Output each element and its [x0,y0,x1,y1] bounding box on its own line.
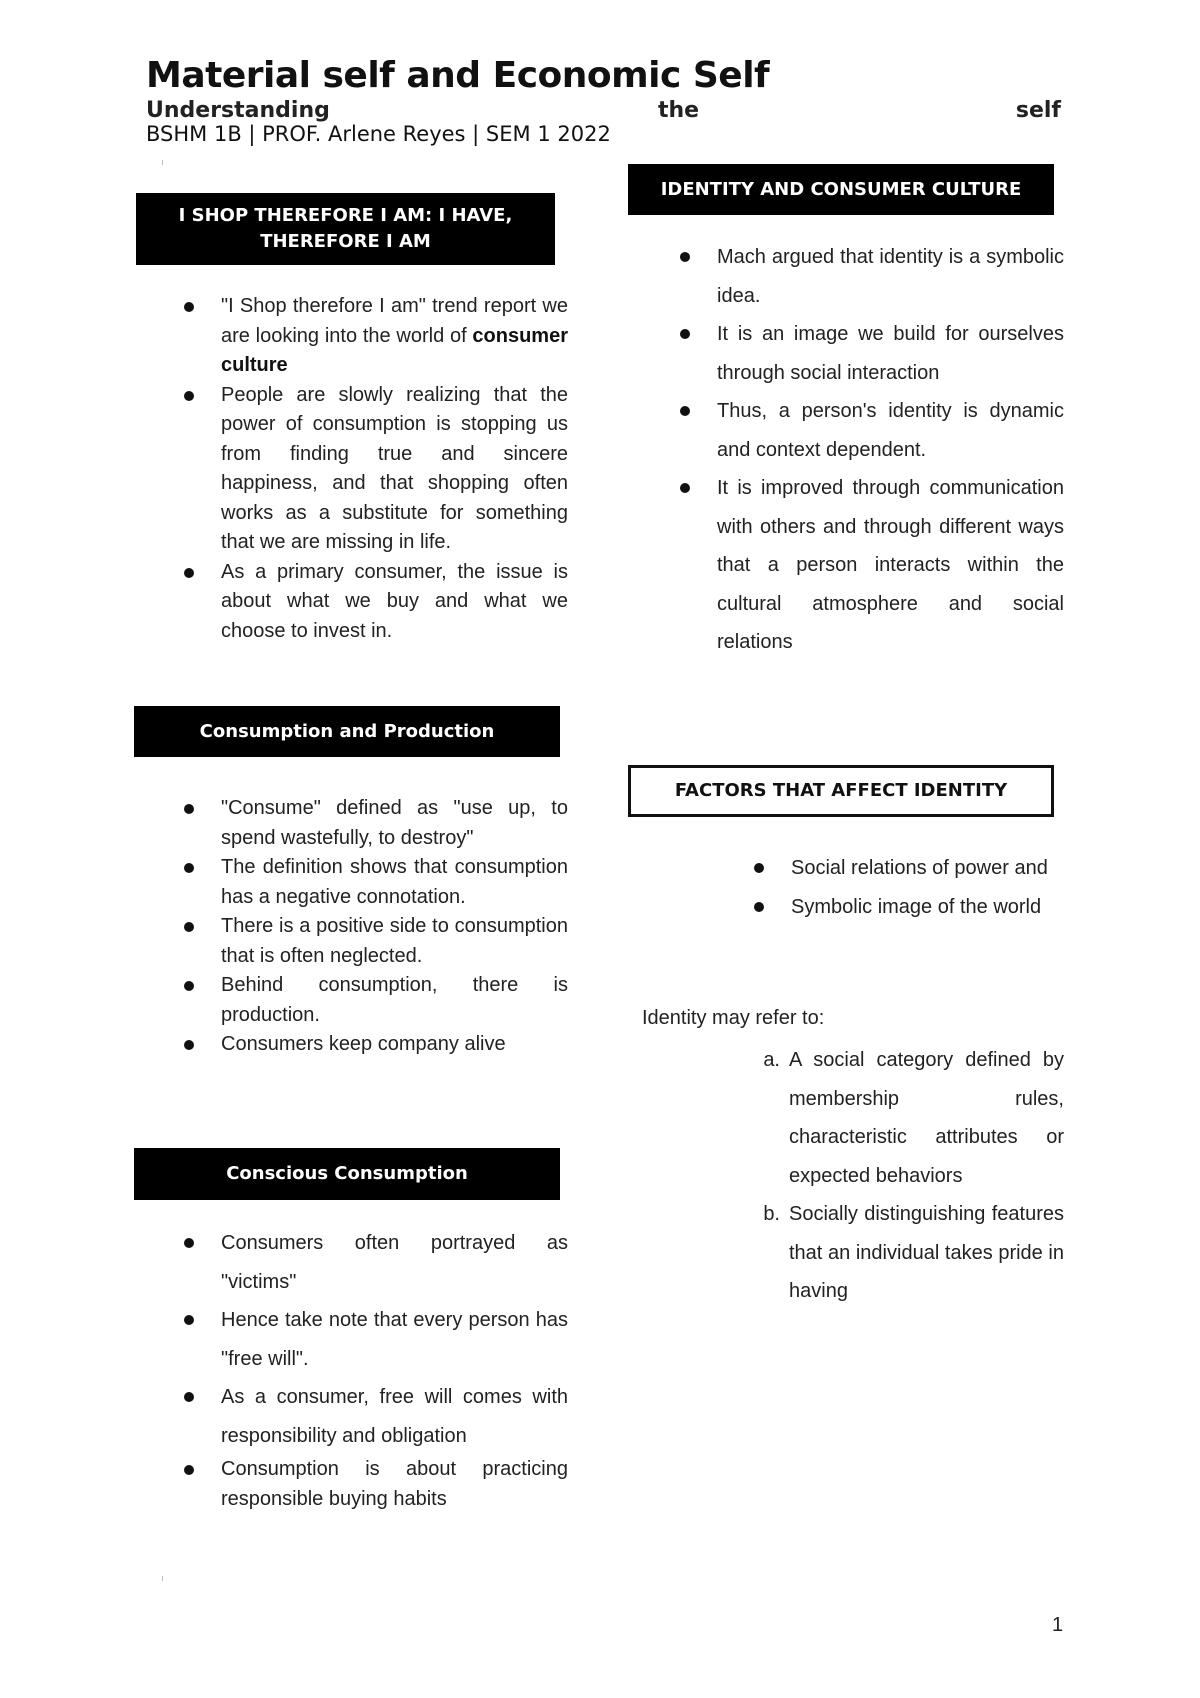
bullet-icon [754,902,764,912]
list-item [754,888,1064,927]
bullet-icon [680,252,690,262]
list-item [680,315,1064,392]
bullet-icon [184,863,194,873]
list-item-text: Social relations of power and [791,857,1048,879]
subtitle-word: Understanding [146,98,330,123]
bullet-icon [184,391,194,401]
bullet-icon [184,568,194,578]
list-item-text: Socially distinguishing features that an individual takes pride in having [789,1203,1064,1302]
section-header-factors-identity: FACTORS THAT AFFECT IDENTITY [628,765,1054,817]
list-item [680,469,1064,662]
identity-intro: Identity may refer to: [642,1007,825,1029]
list-item [184,1224,568,1301]
lettered-list-identity [752,1041,1064,1311]
list-item-text: Consumers keep company alive [221,1033,506,1055]
list-item [184,1455,568,1514]
list-item [184,1301,568,1378]
list-marker: a. [763,1049,780,1071]
bullet-icon [184,1465,194,1475]
list-item-text: There is a positive side to consumption that is often neglected. [221,915,568,967]
margin-mark [162,160,163,165]
list-item-text: The definition shows that consumption has a negative connotation. [221,856,568,908]
bullet-icon [184,1040,194,1050]
section-header-line: I SHOP THEREFORE I AM: I HAVE, [178,205,513,226]
list-item-text: "I Shop therefore I am" trend report we are looking into the world of [221,295,568,347]
bullet-icon [754,863,764,873]
list-item [184,558,568,647]
section-header-identity-consumer-culture: IDENTITY AND CONSUMER CULTURE [628,164,1054,215]
list-item-text: Hence take note that every person has "free will". [221,1309,568,1370]
list-item-text: Mach argued that identity is a symbolic idea. [717,246,1064,307]
page-number: 1 [1052,1614,1064,1636]
list-item-text: It is improved through communication with others and through different ways that a person interacts within the cultural atmosphere and social relations [717,477,1064,653]
list-item-text: Behind consumption, there is production. [221,974,568,1026]
list-item [184,381,568,558]
list-item-text: People are slowly realizing that the power of consumption is stopping us from finding true and sincere happiness, and that shopping often works as a substitute for something that we are missing in life. [221,383,568,553]
list-marker: b. [763,1203,780,1225]
list-item-text: Symbolic image of the world [791,895,1042,918]
list-item [184,1030,568,1060]
section-header-conscious-consumption: Conscious Consumption [134,1148,560,1200]
bullet-icon [184,804,194,814]
list-item-text: "Consume" defined as "use up, to spend wastefully, to destroy" [221,797,568,849]
section-header-consumption-production: Consumption and Production [134,706,560,757]
list-item [754,849,1064,888]
bullet-list-i-shop [184,292,568,646]
bullet-icon [184,1315,194,1325]
list-item [680,392,1064,469]
bullet-icon [184,1392,194,1402]
bullet-list-consumption-production [184,794,568,1060]
list-item-text: As a primary consumer, the issue is about what we buy and what we choose to invest in. [221,560,568,642]
bullet-list-factors [754,849,1064,926]
bullet-icon [184,1238,194,1248]
list-item [752,1041,1064,1195]
list-item-text: As a consumer, free will comes with responsibility and obligation [221,1386,568,1447]
list-item [184,912,568,971]
subtitle-word: self [1015,98,1061,123]
list-item [680,238,1064,315]
list-item [184,794,568,853]
list-item-text: Consumption is about practicing responsible buying habits [221,1458,568,1510]
course-info: BSHM 1B | PROF. Arlene Reyes | SEM 1 2022 [146,122,611,146]
list-item [184,971,568,1030]
list-item-bold-text: consumer culture [221,324,568,376]
bullet-icon [680,406,690,416]
bullet-list-conscious-consumption [184,1224,568,1514]
list-item [752,1195,1064,1311]
list-item [184,292,568,381]
list-item-text: Consumers often portrayed as "victims" [221,1232,568,1293]
list-item-text: Thus, a person's identity is dynamic and context dependent. [717,400,1064,461]
margin-mark [162,1576,163,1581]
section-header-i-shop [136,193,555,265]
list-item [184,853,568,912]
list-item [184,1378,568,1455]
bullet-icon [184,922,194,932]
bullet-icon [680,329,690,339]
bullet-icon [184,302,194,312]
section-header-line: THEREFORE I AM [260,231,431,252]
bullet-list-identity [680,238,1064,662]
list-item-text: A social category defined by membership rules, characteristic attributes or expected behaviors [789,1049,1064,1187]
subtitle-word: the [658,98,700,123]
bullet-icon [680,483,690,493]
bullet-icon [184,981,194,991]
list-item-text: It is an image we build for ourselves through social interaction [717,323,1064,384]
page-title: Material self and Economic Self [146,55,770,96]
